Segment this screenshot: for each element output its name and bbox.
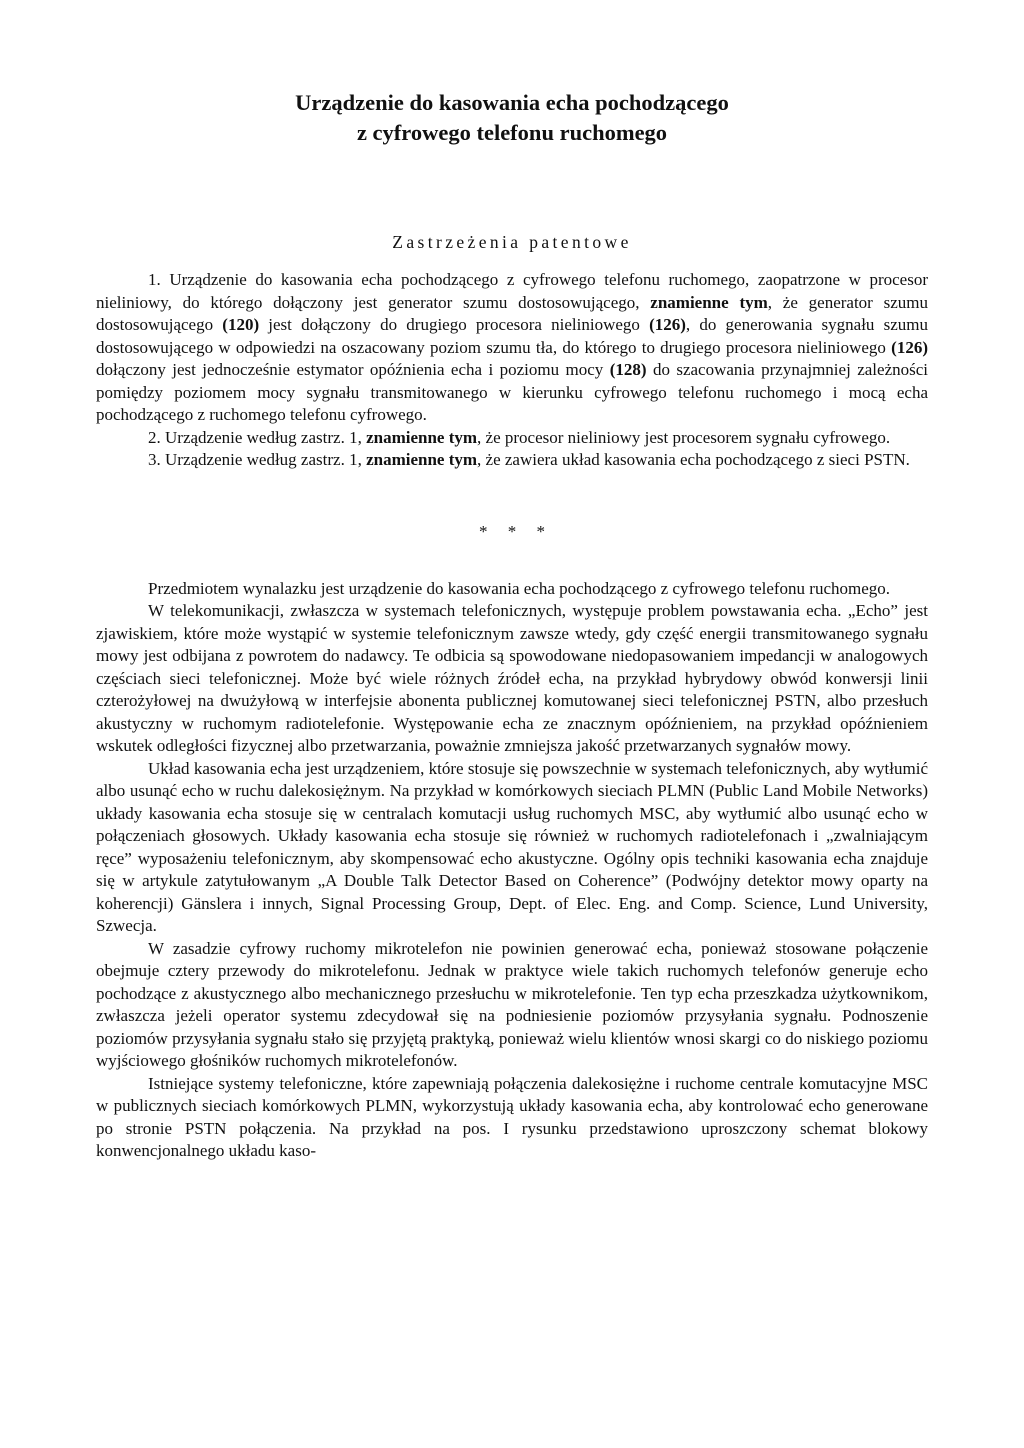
title-line-1: Urządzenie do kasowania echa pochodzącego <box>295 90 729 115</box>
reference-numeral: (126) <box>649 315 686 334</box>
claim-1-text: , że generator szumu dostosowującego <box>96 292 928 334</box>
claim-2-text: , że procesor nieliniowy jest procesorem sygnału cyfrowego. <box>477 427 891 447</box>
description-paragraph: W zasadzie cyfrowy ruchomy mikrotelefon nie powinien generować echa, ponieważ stosowane połączenie obejmuje cztery przewody do mikrotelefonu. Jednak w praktyce wiele takich ruchomych telefonów generuje echo pochodzące z akustycznego albo mechanicznego przesłuchu w mikrotelefonie. Ten typ echa przeszkadza użytkownikom, zwłaszcza jeżeli operator systemu zdecydował się na podniesienie poziomów przysyłania sygnału. Podnoszenie poziomów przysyłania sygnału stało się przyjętą praktyką, ponieważ wielu klientów wnosi skargi co do niskiego poziomu wyjściowego głośników ruchomych mikrotelefonów. <box>96 938 928 1070</box>
claim-2-text: 2. Urządzenie według zastrz. 1, <box>148 427 367 447</box>
description-section <box>96 578 928 1163</box>
claim-2-emphasis: znamienne tym <box>366 427 478 447</box>
claim-1-text: dołączony jest jednocześnie estymator opóźnienia echa i poziomu mocy <box>96 360 610 379</box>
claim-3-text: , że zawiera układ kasowania echa pochodzącego z sieci PSTN. <box>477 450 910 469</box>
claims-heading: Zastrzeżenia patentowe <box>392 232 632 252</box>
claim-1-text: jest dołączony do drugiego procesora nieliniowego <box>259 315 650 334</box>
claim-1-emphasis: znamienne tym <box>650 292 768 312</box>
description-paragraph: W telekomunikacji, zwłaszcza w systemach telefonicznych, występuje problem powstawania echa. „Echo” jest zjawiskiem, które może wystąpić w systemie telefonicznym zawsze wtedy, gdy część energii transmitowanego sygnału mowy jest odbijana z powrotem do nadawcy. Te odbicia są spowodowane niedopasowaniem impedancji w analogowych częściach sieci telefonicznej. Może być wiele różnych źródeł echa, na przykład hybrydowy obwód konwersji linii czterożyłowej na dwużyłową w interfejsie abonenta publicznej komutowanej sieci telefonicznej PSTN, albo przesłuch akustyczny w ruchomym radiotelefonie. Występowanie echa ze znacznym opóźnieniem, na przykład opóźnieniem wskutek odległości fizycznej albo przetwarzania, poważnie zmniejsza jakość przetwarzanych sygnałów mowy. <box>96 601 928 755</box>
document-title <box>96 88 928 148</box>
reference-numeral: (126) <box>891 337 928 357</box>
claims-section <box>96 269 928 472</box>
claim-1-text: do szacowania przynajmniej zależności pomiędzy poziomem mocy sygnału transmitowanego w kierunku cyfrowego telefonu ruchomego i mocą echa pochodzącego z ruchomego telefonu cyfrowego. <box>96 360 928 424</box>
reference-numeral: (120) <box>222 315 260 334</box>
document-page <box>96 88 928 1163</box>
claim-1-text: 1. Urządzenie do kasowania echa pochodzącego z cyfrowego telefonu ruchomego, zaopatrzone w procesor nieliniowy, do którego dołączony jest generator szumu dostosowującego, <box>96 270 928 312</box>
description-paragraph: Układ kasowania echa jest urządzeniem, które stosuje się powszechnie w systemach telefonicznych, aby wytłumić albo usunąć echo w ruchu dalekosiężnym. Na przykład w komórkowych sieciach PLMN (Public Land Mobile Networks) układy kasowania echa stosuje się w centralach komutacji usług ruchomych MSC, aby wytłumić albo usunąć echo w połączeniach głosowych. Układy kasowania echa stosuje się również w ruchomych radiotelefonach i „zwalniającym ręce” wyposażeniu telefonicznym, aby skompensować echo akustyczne. Ogólny opis techniki kasowania echa znajduje się w artykule zatytułowanym „A Double Talk Detector Based on Coherence” (Podwójny detektor mowy oparty na koherencji) Gänslera i innych, Signal Processing Group, Dept. of Elec. Eng. and Comp. Science, Lund University, Szwecja. <box>96 758 928 935</box>
description-paragraph: Przedmiotem wynalazku jest urządzenie do kasowania echa pochodzącego z cyfrowego telefonu ruchomego. <box>148 578 891 598</box>
claim-1-text: , do generowania sygnału szumu dostosowującego w odpowiedzi na oszacowany poziom szumu tła, do którego to drugiego procesora nieliniowego <box>96 315 928 357</box>
claim-1 <box>96 269 928 427</box>
claim-3-text: 3. Urządzenie według zastrz. 1, <box>148 450 367 469</box>
section-separator: * * * <box>479 521 553 541</box>
title-line-2: z cyfrowego telefonu ruchomego <box>356 120 668 145</box>
claim-2 <box>96 427 928 450</box>
claim-3-emphasis: znamienne tym <box>366 450 478 469</box>
claim-3 <box>96 449 928 472</box>
description-paragraph: Istniejące systemy telefoniczne, które zapewniają połączenia dalekosiężne i ruchome centrale komutacyjne MSC w publicznych sieciach komórkowych PLMN, wykorzystują układy kasowania echa, aby kontrolować echo generowane po stronie PSTN połączenia. Na przykład na pos. I rysunku przedstawiono uproszczony schemat blokowy konwencjonalnego układu kaso- <box>96 1073 928 1160</box>
reference-numeral: (128) <box>609 360 647 379</box>
